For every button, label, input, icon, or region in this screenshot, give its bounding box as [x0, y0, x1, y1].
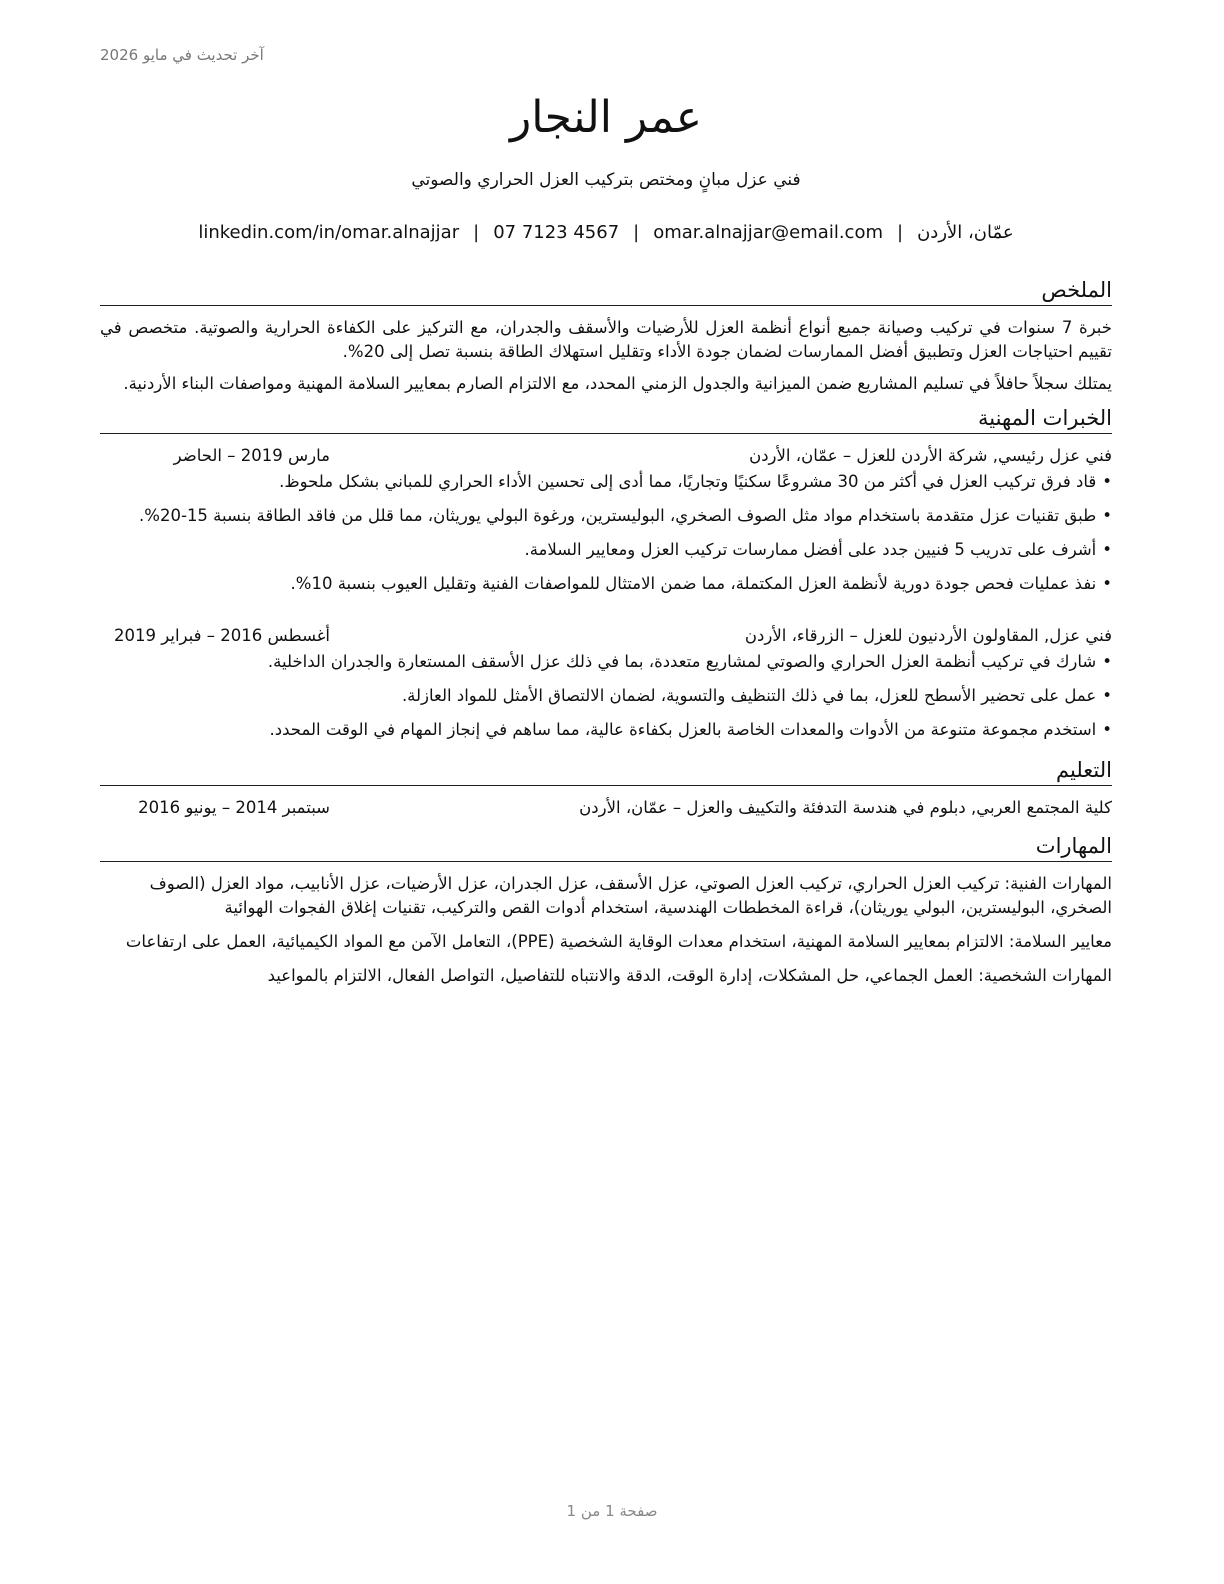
summary-paragraph: خبرة 7 سنوات في تركيب وصيانة جميع أنواع أنظمة العزل للأرضيات والأسقف والجدران، مع التركيز على الكفاءة الحرارية والصوتية. متخصص في تقييم احتياجات العزل وتطبيق أفضل الممارسات لضمان جودة الأداء وتقليل استهلاك الطاقة بنسبة تصل إلى 20%. [100, 318, 1112, 361]
candidate-name: عمر النجار [510, 92, 702, 143]
job-bullet: •قاد فرق تركيب العزل في أكثر من 30 مشروعًا سكنيًا وتجاريًا، مما أدى إلى تحسين الأداء الحراري للمباني بشكل ملحوظ. [279, 472, 1112, 491]
contact-separator: | [633, 222, 640, 243]
job-bullets [100, 650, 1112, 742]
skills-technical: المهارات الفنية: تركيب العزل الحراري، تركيب العزل الصوتي، عزل الأسقف، عزل الجدران، عزل الأرضيات، عزل الأنابيب، مواد العزل (الصوف الصخري، البوليسترين، البولي يوريثان)، قراءة المخططات الهندسية، استخدام أدوات القص والتركيب، تقنيات إغلاق الفجوات الهوائية [149, 874, 1112, 917]
contact-phone[interactable]: 07 7123 4567 [493, 222, 620, 243]
last-updated-note: آخر تحديث في مايو 2026 [100, 46, 264, 64]
summary-paragraph: يمتلك سجلاً حافلاً في تسليم المشاريع ضمن الميزانية والجدول الزمني المحدد، مع الالتزام الصارم بمعايير السلامة المهنية ومواصفات البناء الأردنية. [123, 374, 1112, 393]
job-bullets [100, 470, 1112, 596]
job-date: مارس 2019 – الحاضر [173, 446, 330, 465]
contact-separator: | [897, 222, 904, 243]
resume-page [100, 0, 1112, 1584]
job-bullet: •عمل على تحضير الأسطح للعزل، بما في ذلك التنظيف والتسوية، لضمان الالتصاق الأمثل للمواد العازلة. [401, 686, 1112, 705]
education-entry [100, 796, 1112, 820]
contact-email[interactable]: omar.alnajjar@email.com [653, 222, 883, 243]
page-number: صفحة 1 من 1 [566, 1502, 658, 1520]
job-title-line: فني عزل رئيسي, شركة الأردن للعزل – عمّان، الأردن [749, 446, 1112, 465]
skills-safety: معايير السلامة: الالتزام بمعايير السلامة المهنية، استخدام معدات الوقاية الشخصية (PPE)، التعامل الآمن مع المواد الكيميائية، العمل على ارتفاعات [125, 932, 1112, 951]
job-header [100, 624, 1112, 648]
experience-section [100, 404, 1112, 742]
contact-location: عمّان، الأردن [917, 222, 1014, 243]
contact-linkedin[interactable]: linkedin.com/in/omar.alnajjar [198, 222, 460, 243]
job-bullet: •طبق تقنيات عزل متقدمة باستخدام مواد مثل الصوف الصخري، البوليسترين، ورغوة البولي يوريثان، مما قلل من فاقد الطاقة بنسبة 15-20%. [139, 506, 1112, 525]
candidate-title: فني عزل مبانٍ ومختص بتركيب العزل الحراري والصوتي [411, 170, 801, 190]
summary-section [100, 276, 1112, 396]
experience-heading: الخبرات المهنية [100, 404, 1112, 434]
skills-section [100, 832, 1112, 988]
job-bullet: •نفذ عمليات فحص جودة دورية لأنظمة العزل المكتملة، مما ضمن الامتثال للمواصفات الفنية وتقليل العيوب بنسبة 10%. [290, 574, 1112, 593]
job-date: أغسطس 2016 – فبراير 2019 [114, 626, 330, 645]
job-bullet: •شارك في تركيب أنظمة العزل الحراري والصوتي لمشاريع متعددة، بما في ذلك عزل الأسقف المستعارة والجدران الداخلية. [267, 652, 1112, 671]
skills-personal: المهارات الشخصية: العمل الجماعي، حل المشكلات، إدارة الوقت، الدقة والانتباه للتفاصيل، التواصل الفعال، الالتزام بالمواعيد [267, 966, 1112, 985]
job-entry [100, 624, 1112, 742]
contact-line [100, 222, 1112, 243]
education-date: سبتمبر 2014 – يونيو 2016 [138, 798, 330, 817]
education-section [100, 756, 1112, 820]
job-entry [100, 444, 1112, 596]
education-title-line: كلية المجتمع العربي, دبلوم في هندسة التدفئة والتكييف والعزل – عمّان، الأردن [579, 798, 1112, 817]
summary-heading: الملخص [100, 276, 1112, 306]
job-bullet: •استخدم مجموعة متنوعة من الأدوات والمعدات الخاصة بالعزل بكفاءة عالية، مما ساهم في إنجاز المهام في الوقت المحدد. [269, 720, 1112, 739]
job-header [100, 444, 1112, 468]
resume-body [100, 276, 1112, 998]
education-heading: التعليم [100, 756, 1112, 786]
contact-separator: | [473, 222, 480, 243]
job-bullet: •أشرف على تدريب 5 فنيين جدد على أفضل ممارسات تركيب العزل ومعايير السلامة. [524, 540, 1112, 559]
skills-heading: المهارات [100, 832, 1112, 862]
job-title-line: فني عزل, المقاولون الأردنيون للعزل – الزرقاء، الأردن [744, 626, 1112, 645]
